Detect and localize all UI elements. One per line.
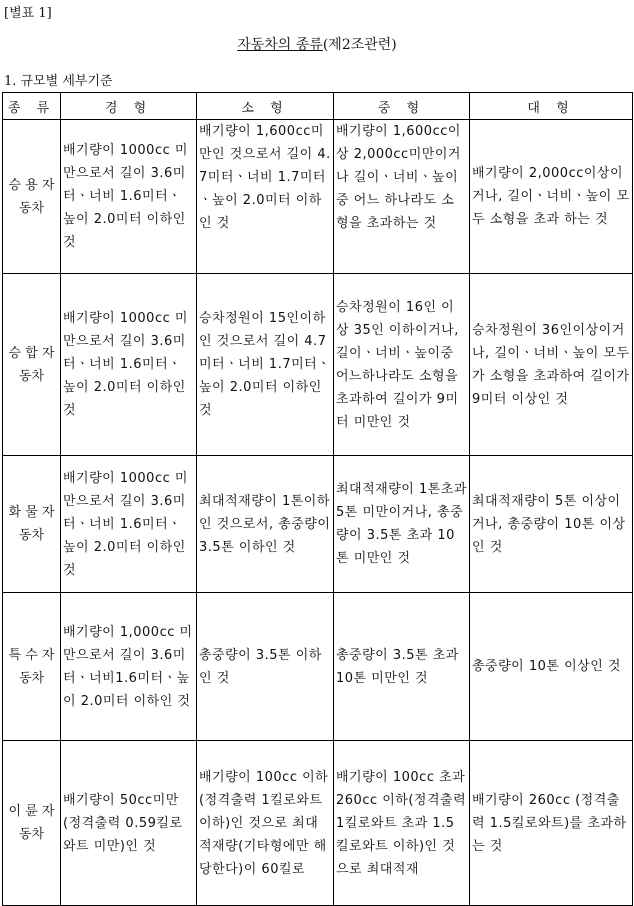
cell-medium: 배기량이 100cc 초과 260cc 이하(정격출력 1킬로와트 초과 1.5킬로와트 이하)인 것으로 최대적재 bbox=[334, 741, 470, 906]
header-type: 종 류 bbox=[3, 93, 61, 120]
table-row-special bbox=[3, 593, 633, 741]
header-large: 대 형 bbox=[470, 93, 633, 120]
row-type: 화 물 자동차 bbox=[3, 456, 61, 593]
table-row-motorcycle bbox=[3, 741, 633, 906]
cell-large: 배기량이 2,000cc이상이거나, 길이ㆍ너비ㆍ높이 모두 소형을 초과 하는 것 bbox=[470, 120, 633, 274]
row-type: 승 합 자동차 bbox=[3, 274, 61, 456]
header-light: 경 형 bbox=[61, 93, 197, 120]
cell-large: 배기량이 260cc (정격출력 1.5킬로와트)를 초과하는 것 bbox=[470, 741, 633, 906]
cell-medium: 배기량이 1,600cc이상 2,000cc미만이거나 길이ㆍ너비ㆍ높이중 어느 하나라도 소형을 초과하는 것 bbox=[334, 120, 470, 274]
cell-large: 총중량이 10톤 이상인 것 bbox=[470, 593, 633, 741]
row-type: 특 수 자동차 bbox=[3, 593, 61, 741]
cell-small: 배기량이 1,600cc미만인 것으로서 길이 4.7미터ㆍ너비 1.7미터ㆍ높이 2.0미터 이하인 것 bbox=[197, 120, 334, 274]
table-row-passenger bbox=[3, 120, 633, 274]
cell-small: 배기량이 100cc 이하 (정격출력 1킬로와트 이하)인 것으로 최대적재량(기타형에만 해당한다)이 60킬로 bbox=[197, 741, 334, 906]
header-small: 소 형 bbox=[197, 93, 334, 120]
title-main: 자동차의 종류 bbox=[237, 37, 323, 53]
cell-medium: 최대적재량이 1톤초과 5톤 미만이거나, 총중량이 3.5톤 초과 10톤 미만인 것 bbox=[334, 456, 470, 593]
section-heading: 1. 규모별 세부기준 bbox=[4, 74, 113, 89]
cell-small: 최대적재량이 1톤이하인 것으로서, 총중량이 3.5톤 이하인 것 bbox=[197, 456, 334, 593]
cell-small: 총중량이 3.5톤 이하인 것 bbox=[197, 593, 334, 741]
document-title bbox=[0, 34, 634, 54]
cell-large: 최대적재량이 5톤 이상이거나, 총중량이 10톤 이상인 것 bbox=[470, 456, 633, 593]
cell-medium: 총중량이 3.5톤 초과 10톤 미만인 것 bbox=[334, 593, 470, 741]
cell-light: 배기량이 1000cc 미만으로서 길이 3.6미터ㆍ너비 1.6미터ㆍ높이 2.0미터 이하인 것 bbox=[61, 120, 197, 274]
cell-light: 배기량이 1,000cc 미만으로서 길이 3.6미터ㆍ너비1.6미터ㆍ높이 2.0미터 이하인 것 bbox=[61, 593, 197, 741]
row-type: 승 용 자동차 bbox=[3, 120, 61, 274]
annex-label: [별표 1] bbox=[4, 6, 52, 21]
cell-medium: 승차정원이 16인 이상 35인 이하이거나, 길이ㆍ너비ㆍ높이중 어느하나라도 소형을 초과하여 길이가 9미터 미만인 것 bbox=[334, 274, 470, 456]
table-row-van bbox=[3, 274, 633, 456]
cell-light: 배기량이 50cc미만(정격출력 0.59킬로와트 미만)인 것 bbox=[61, 741, 197, 906]
table-row-truck bbox=[3, 456, 633, 593]
table-header-row bbox=[3, 93, 633, 120]
header-medium: 중 형 bbox=[334, 93, 470, 120]
row-type: 이 륜 자동차 bbox=[3, 741, 61, 906]
cell-light: 배기량이 1000cc 미만으로서 길이 3.6미터ㆍ너비 1.6미터ㆍ높이 2.0미터 이하인 것 bbox=[61, 274, 197, 456]
vehicle-classification-table bbox=[2, 92, 633, 906]
cell-light: 배기량이 1000cc 미만으로서 길이 3.6미터ㆍ너비 1.6미터ㆍ높이 2.0미터 이하인 것 bbox=[61, 456, 197, 593]
cell-large: 승차정원이 36인이상이거나, 길이ㆍ너비ㆍ높이 모두가 소형을 초과하여 길이가 9미터 이상인 것 bbox=[470, 274, 633, 456]
title-reference: (제2조관련) bbox=[322, 37, 397, 53]
cell-small: 승차정원이 15인이하인 것으로서 길이 4.7미터ㆍ너비 1.7미터ㆍ높이 2.0미터 이하인 것 bbox=[197, 274, 334, 456]
